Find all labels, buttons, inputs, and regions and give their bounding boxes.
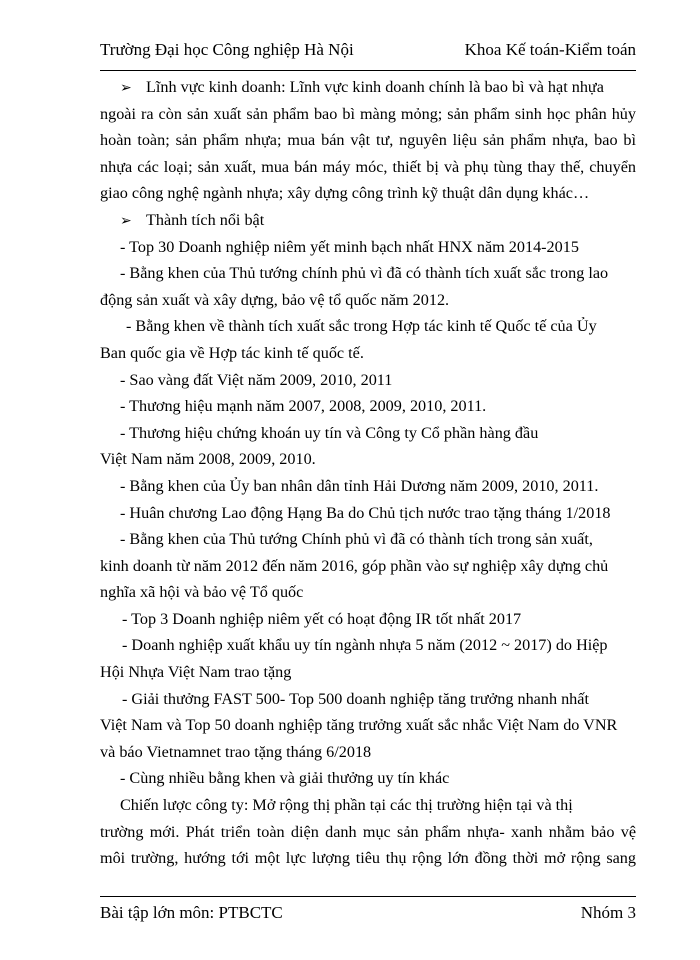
business-field-line: ➢ Lĩnh vực kinh doanh: Lĩnh vực kinh doanh chính là bao bì và hạt nhựa [100,74,636,101]
page-footer [100,896,636,927]
business-field-line: ngoài ra còn sản xuất sản phẩm bao bì màng mỏng; sản phẩm sinh học phân hủy [100,104,636,123]
achievement-line: - Top 3 Doanh nghiệp niêm yết có hoạt động IR tốt nhất 2017 [122,609,522,628]
business-field-line: hoàn toàn; sản phẩm nhựa; mua bán vật tư, nguyên liệu sản phẩm nhựa, bao bì [100,131,636,150]
achievement-line: và báo Vietnamnet trao tặng tháng 6/2018 [100,742,372,761]
achievement-line: nghĩa xã hội và bảo vệ Tổ quốc [100,583,304,602]
arrow-bullet-icon: ➢ [120,212,132,229]
achievement-line: - Top 30 Doanh nghiệp niêm yết minh bạch nhất HNX năm 2014-2015 [120,237,579,256]
achievement-line: động sản xuất và xây dựng, bảo vệ tổ quốc năm 2012. [100,290,450,309]
achievement-line: kinh doanh từ năm 2012 đến năm 2016, góp phần vào sự nghiệp xây dựng chủ [100,556,609,575]
page-header [100,36,636,71]
business-field-line: giao công nghệ ngành nhựa; xây dựng công trình kỹ thuật dân dụng khác… [100,184,590,203]
header-university: Trường Đại học Công nghiệp Hà Nội [100,40,354,59]
achievement-line: - Cùng nhiều bằng khen và giải thưởng uy tín khác [120,769,450,788]
achievements-heading: ➢ Thành tích nổi bật [100,207,636,234]
achievement-line: - Thương hiệu mạnh năm 2007, 2008, 2009, 2010, 2011. [120,397,487,416]
achievement-line: - Bằng khen của Ủy ban nhân dân tỉnh Hải Dương năm 2009, 2010, 2011. [120,476,599,495]
achievement-line: - Bằng khen của Thủ tướng Chính phủ vì đã có thành tích trong sản xuất, [120,530,593,549]
header-faculty: Khoa Kế toán-Kiểm toán [464,40,636,59]
achievement-line: - Giải thưởng FAST 500- Top 500 doanh nghiệp tăng trưởng nhanh nhất [122,689,589,708]
footer-group: Nhóm 3 [580,903,636,922]
strategy-line: Chiến lược công ty: Mở rộng thị phần tại các thị trường hiện tại và thị [120,796,573,815]
achievement-line: - Doanh nghiệp xuất khẩu uy tín ngành nhựa 5 năm (2012 ~ 2017) do Hiệp [122,636,608,655]
achievement-line: Ban quốc gia về Hợp tác kinh tế quốc tế. [100,343,364,362]
achievement-line: - Thương hiệu chứng khoán uy tín và Công ty Cổ phần hàng đầu [120,423,539,442]
achievement-line: - Bằng khen về thành tích xuất sắc trong Hợp tác kinh tế Quốc tế của Ủy [126,317,597,336]
strategy-line: môi trường, hướng tới một lực lượng tiêu thụ rộng lớn đồng thời mở rộng sang [100,849,636,868]
achievement-line: - Sao vàng đất Việt năm 2009, 2010, 2011 [120,370,393,389]
page-body [100,74,636,872]
achievement-line: - Bằng khen của Thủ tướng chính phủ vì đã có thành tích xuất sắc trong lao [120,264,609,283]
strategy-line: trường mới. Phát triển toàn diện danh mục sản phẩm nhựa- xanh nhằm bảo vệ [100,822,636,841]
achievement-line: Hội Nhựa Việt Nam trao tặng [100,663,292,682]
footer-course: Bài tập lớn môn: PTBCTC [100,903,283,922]
achievement-line: Việt Nam năm 2008, 2009, 2010. [100,450,316,469]
arrow-bullet-icon: ➢ [120,80,132,96]
achievement-line: Việt Nam và Top 50 doanh nghiệp tăng trưởng xuất sắc nhắc Việt Nam do VNR [100,716,618,735]
business-field-line: nhựa các loại; sản xuất, mua bán máy móc, thiết bị và phụ tùng thay thế, chuyển [100,157,636,176]
achievement-line: - Huân chương Lao động Hạng Ba do Chủ tịch nước trao tặng tháng 1/2018 [120,503,611,522]
